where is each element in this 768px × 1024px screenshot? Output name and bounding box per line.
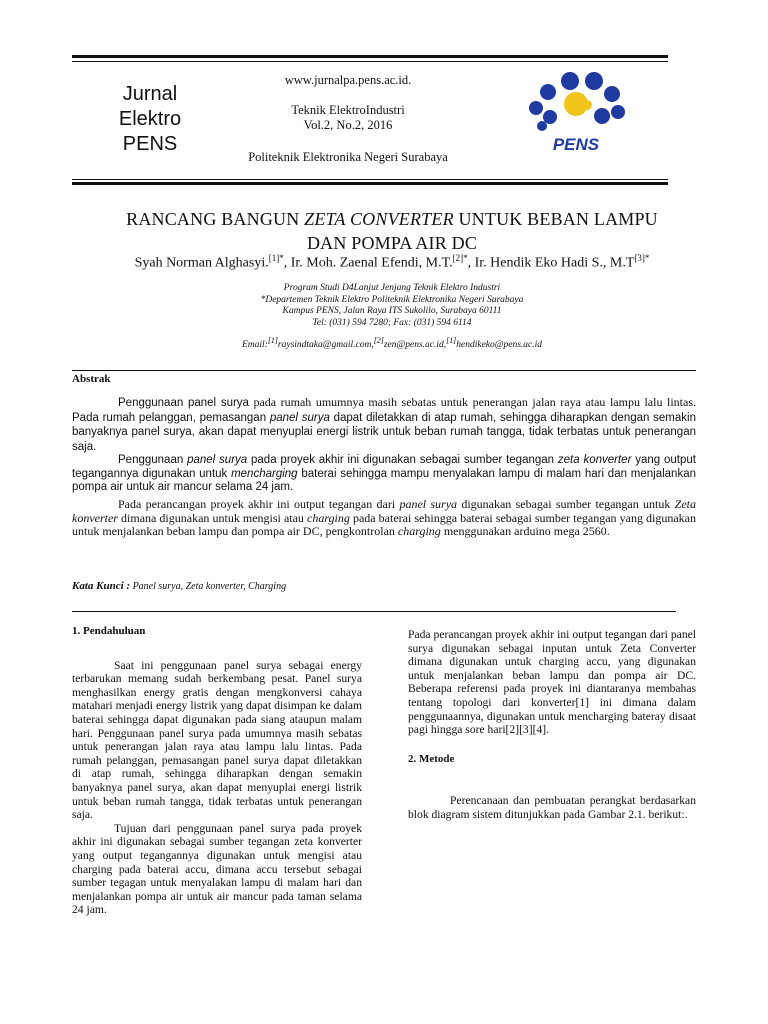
journal-institution: Politeknik Elektronika Negeri Surabaya [248, 150, 448, 164]
abstract-p1-d: panel surya [269, 411, 330, 424]
abstract-p3-f: charging [307, 510, 350, 525]
abstract-p3-b: panel surya [399, 497, 458, 511]
abstract-p3-h: charging [397, 524, 441, 538]
abstract-p2-f: mencharging [231, 467, 298, 480]
journal-volume: Vol.2, No.2, 2016 [303, 118, 393, 132]
abstract-p2-e: yang output tegangannya digunakan untuk [72, 454, 696, 480]
abstract-p1-b: pada rumah umumnya masih sebatas untuk penerangan jalan raya atau lampu lalu lintas. [248, 395, 696, 409]
abstract-p2-a: Penggunaan [118, 454, 188, 466]
abstract-p1-a: Penggunaan panel surya [118, 397, 249, 409]
email-line [72, 335, 712, 352]
right-column [408, 628, 696, 822]
journal-url[interactable]: www.jurnalpa.pens.ac.id. [284, 73, 412, 87]
abstract-rule [72, 370, 696, 371]
abstract-p3-a: Pada perancangan proyek akhir ini output tegangan dari [118, 497, 400, 511]
email-3[interactable]: hendikeko@pens.ac.id [456, 340, 543, 351]
pens-logo-icon [526, 70, 626, 160]
abstract-heading: Abstrak [72, 373, 111, 385]
header-rule-thick [72, 182, 668, 185]
section-1-paragraph-2: Tujuan dari penggunaan panel surya pada proyek akhir ini digunakan sebagai sumber tegangan zeta konverter yang output tegangannya digunakan untuk mengisi atau charging pada baterai accu, dimana accu tersebut sebagai sumber tegagan untuk menyalakan lampu di malam hari dan menjalankan pompa air untuk air mancur pada taman selama 24 jam. [72, 821, 362, 917]
section-2-heading: 2. Metode [408, 752, 455, 765]
left-column [72, 625, 362, 917]
abstract-p2-d: zeta konverter [557, 454, 632, 466]
email-2[interactable]: zen@pens.ac.id, [383, 340, 447, 351]
abstract-p1-e: dapat diletakkan di atap rumah, sehingga diharapkan dengan semakin banyaknya panel surya, akan dapat menyuplai energi listrik untuk beban rumah tangga, tidak terbatas untuk penerangan saja. [72, 411, 696, 453]
abstract-p2-b: panel surya [187, 454, 248, 466]
email-ref-3: [1] [446, 336, 457, 345]
right-column-paragraph-1: Pada perancangan proyek akhir ini output tegangan dari panel surya digunakan sebagai inputan untuk Zeta Converter dimana digunakan untuk charging accu, yang digunakan untuk menjalankan beban lampu dan pompa air DC. Beberapa referensi pada proyek ini diantaranya membahas tentang topologi dari konverter[1] ini dimana dalam penggunaannya, digunakan untuk mencharging bateray disaat pagi hingga sore hari[2][3][4]. [408, 628, 696, 737]
email-1[interactable]: raysindtaka@gmail.com, [277, 340, 374, 351]
section-1-heading: 1. Pendahuluan [72, 625, 146, 637]
affiliation-line-2: *Departemen Teknik Elektro Politeknik Elektronika Negeri Surabaya [260, 294, 524, 305]
abstract-paragraph-2 [72, 454, 696, 495]
email-ref-2: [2] [373, 336, 384, 345]
section-1-paragraph-1: Saat ini penggunaan panel surya sebagai energy terbarukan memang sudah berkembang pesat. Panel surya menghasilkan energy gratis dengan mengkonversi cahaya matahari menjadi energy listrik yang dapat disimpan ke dalam baterai sehingga dapat digunakan pada siang ataupun malam hari. Penggunaan panel surya pada umumnya masih sebatas untuk penerangan jalan raya atau lampu lalu lintas. Pada rumah pelanggan, pemasangan panel surya dapat diletakkan di atap rumah, sehingga diharapkan dengan semakin banyaknya panel surya, akan dapat menyuplai energi listrik untuk beban rumah tangga, tidak terbatas untuk penerangan saja. [72, 658, 362, 822]
affiliation-line-3: Kampus PENS, Jalan Raya ITS Sukolilo, Surabaya 60111 [282, 306, 502, 316]
author-2-ref: [2]* [452, 253, 468, 263]
title-prefix: RANCANG BANGUN [126, 209, 305, 229]
journal-dept: Teknik ElektroIndustri [291, 103, 405, 117]
affiliation-line-1: Program Studi D4Lanjut Jenjang Teknik Elektro Industri [283, 283, 501, 293]
author-2: , Ir. Moh. Zaenal Efendi, M.T. [283, 255, 453, 271]
journal-name-line-1: Jurnal [122, 83, 178, 105]
abstract-p2-g: baterai sehingga mampu menyalakan lampu di malam hari dan menjalankan pompa air untuk air mancur selama 24 jam. [72, 467, 696, 493]
author-1: Syah Norman Alghasyi. [134, 255, 269, 271]
abstract-p3-g: pada baterai sehingga baterai sebagai sumber tegangan yang digunakan untuk menjalankan beban lampu dan pompa air DC, pengkontrolan [72, 510, 696, 538]
pens-logo [526, 70, 626, 160]
journal-name-line-2: Elektro [118, 108, 182, 130]
abstract-p3-d: Zeta konverter [72, 497, 696, 525]
affiliation [72, 283, 712, 329]
author-1-ref: [1]* [268, 253, 284, 263]
title-italic: ZETA CONVERTER [304, 209, 454, 229]
author-list [72, 253, 712, 272]
author-3-ref: [3]* [634, 253, 650, 263]
abstract-p3-i: menggunakan arduino mega 2560. [440, 524, 610, 538]
abstract-p1-c: Pada rumah pelanggan, pemasangan [72, 411, 270, 424]
abstract-paragraph-1 [72, 396, 696, 454]
top-rule-thin [72, 61, 668, 62]
keywords-rule [72, 611, 676, 612]
abstract-p2-c: pada proyek akhir ini digunakan sebagai sumber tegangan [247, 454, 558, 466]
paper-title [72, 207, 712, 255]
author-3: , Ir. Hendik Eko Hadi S., M.T [467, 255, 635, 271]
affiliation-line-4: Tel: (031) 594 7280; Fax: (031) 594 6114 [312, 317, 472, 328]
title-line-2: DAN POMPA AIR DC [306, 233, 478, 253]
abstract-p3-c: digunakan sebagai sumber tegangan untuk [457, 497, 675, 511]
email-prefix: Email: [241, 340, 268, 351]
abstract-paragraph-3 [72, 498, 696, 539]
title-suffix: UNTUK BEBAN LAMPU [453, 209, 658, 229]
keywords-text: Panel surya, Zeta konverter, Charging [130, 581, 287, 592]
journal-name [100, 82, 200, 157]
keywords-label: Kata Kunci : [72, 580, 131, 592]
journal-name-line-3: PENS [122, 133, 178, 155]
header-rule-thin [72, 179, 668, 180]
abstract-p3-e: dimana digunakan untuk mengisi atau [117, 510, 307, 525]
svg-text:PENS: PENS [552, 135, 600, 154]
section-2-paragraph-1: Perencanaan dan pembuatan perangkat berdasarkan blok diagram sistem ditunjukkan pada Gambar 2.1. berikut:. [408, 794, 696, 821]
title-line-1 [72, 207, 712, 231]
keywords [72, 580, 286, 592]
top-rule-thick [72, 55, 668, 58]
email-ref-1: [1] [267, 336, 278, 345]
